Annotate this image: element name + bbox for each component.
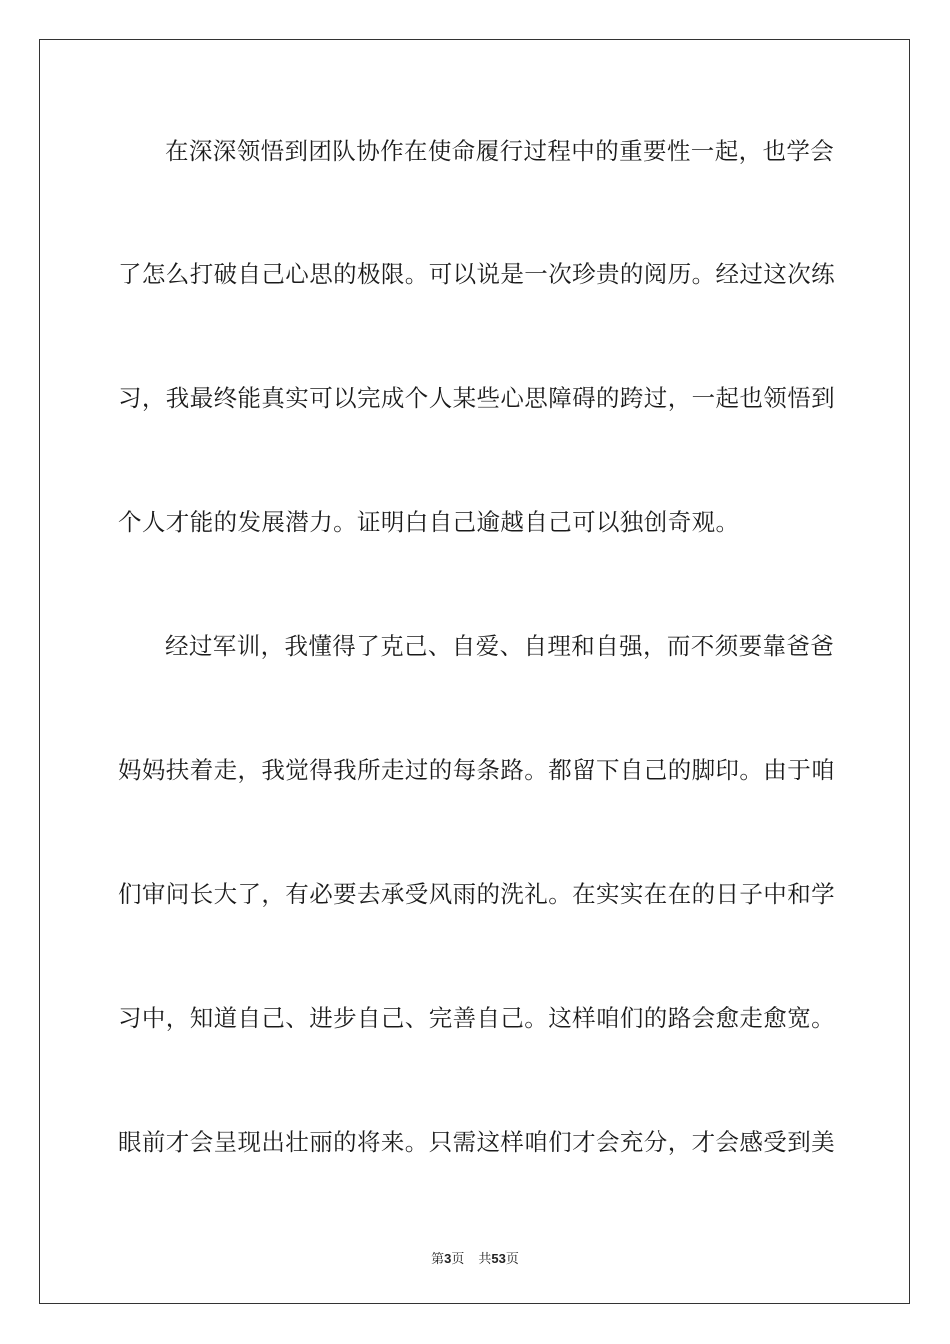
paragraph-line: 了怎么打破自己心思的极限。可以说是一次珍贵的阅历。经过这次练 xyxy=(118,260,835,288)
total-pages-prefix: 共 xyxy=(478,1252,492,1267)
page-border xyxy=(39,39,910,1304)
total-page-count: 53 xyxy=(491,1251,506,1266)
page-number-suffix: 页 xyxy=(451,1252,465,1267)
paragraph-line: 经过军训，我懂得了克己、自爱、自理和自强，而不须要靠爸爸 xyxy=(165,632,835,660)
paragraph-line: 妈妈扶着走，我觉得我所走过的每条路。都留下自己的脚印。由于咱 xyxy=(118,756,835,784)
page-footer xyxy=(0,1248,950,1267)
total-pages-suffix: 页 xyxy=(505,1252,519,1267)
paragraph-line: 在深深领悟到团队协作在使命履行过程中的重要性一起，也学会 xyxy=(165,137,835,165)
current-page-number: 3 xyxy=(444,1251,452,1266)
paragraph-line: 习中，知道自己、进步自己、完善自己。这样咱们的路会愈走愈宽。 xyxy=(118,1004,835,1032)
page-number-prefix: 第 xyxy=(431,1252,445,1267)
paragraph-line: 个人才能的发展潜力。证明白自己逾越自己可以独创奇观。 xyxy=(118,508,740,536)
paragraph-line: 习，我最终能真实可以完成个人某些心思障碍的跨过，一起也领悟到 xyxy=(118,384,835,412)
paragraph-line: 眼前才会呈现出壮丽的将来。只需这样咱们才会充分，才会感受到美 xyxy=(118,1128,835,1156)
paragraph-line: 们审问长大了，有必要去承受风雨的洗礼。在实实在在的日子中和学 xyxy=(118,880,835,908)
